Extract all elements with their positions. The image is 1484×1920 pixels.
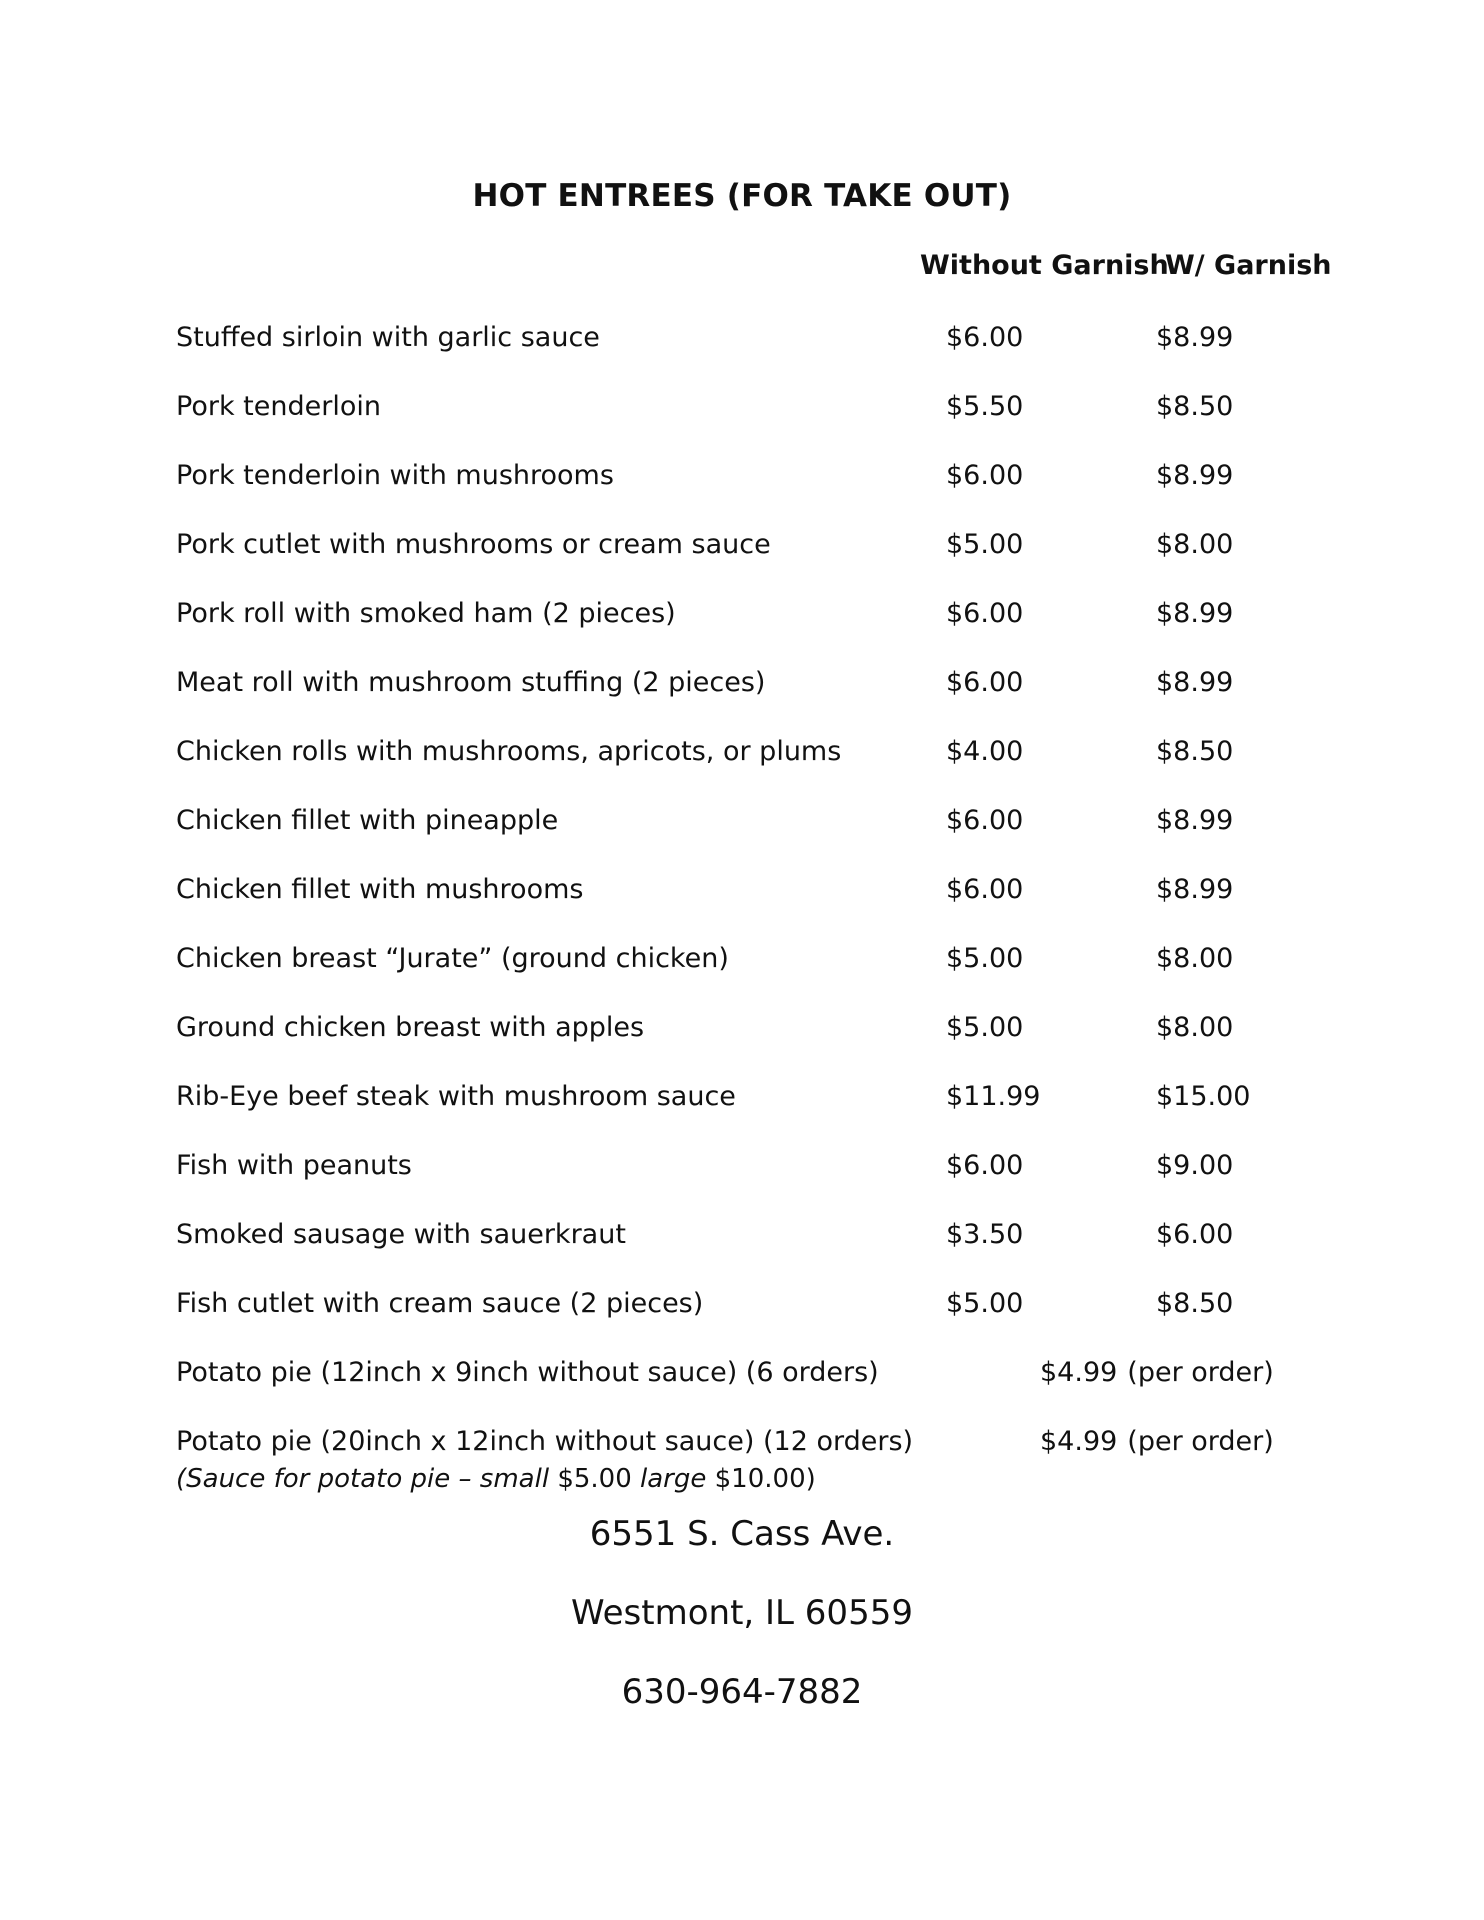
menu-item (176, 1215, 1316, 1284)
price-without-garnish: $5.00 (946, 529, 1024, 560)
item-name: Pork tenderloin (176, 391, 381, 422)
header-with-garnish: W/ Garnish (1165, 250, 1332, 281)
price-with-garnish: $8.00 (1156, 1012, 1234, 1043)
menu-item (176, 1077, 1316, 1146)
page-title: HOT ENTREES (FOR TAKE OUT) (472, 178, 1012, 214)
menu-item (176, 801, 1316, 870)
item-name: Pork roll with smoked ham (2 pieces) (176, 598, 676, 629)
pie-price-note: (per order) (1127, 1426, 1274, 1457)
menu-item (176, 663, 1316, 732)
price-with-garnish: $8.00 (1156, 943, 1234, 974)
price-without-garnish: $6.00 (946, 1150, 1024, 1181)
header-without-garnish: Without Garnish (920, 250, 1169, 281)
price-with-garnish: $8.99 (1156, 322, 1234, 353)
menu-item (176, 525, 1316, 594)
price-with-garnish: $8.50 (1156, 1288, 1234, 1319)
menu-item (176, 1284, 1316, 1353)
menu-item (176, 594, 1316, 663)
item-name: Meat roll with mushroom stuffing (2 pieces) (176, 667, 766, 698)
address-phone: 630-964-7882 (621, 1672, 863, 1712)
price-with-garnish: $15.00 (1156, 1081, 1251, 1112)
pie-price: $4.99 (1040, 1426, 1118, 1457)
pie-name: Potato pie (20inch x 12inch without sauce) (12 orders) (176, 1426, 914, 1457)
price-without-garnish: $5.00 (946, 1012, 1024, 1043)
menu-item (176, 387, 1316, 456)
price-without-garnish: $3.50 (946, 1219, 1024, 1250)
price-without-garnish: $11.99 (946, 1081, 1041, 1112)
price-without-garnish: $6.00 (946, 322, 1024, 353)
price-with-garnish: $8.99 (1156, 598, 1234, 629)
item-name: Chicken fillet with mushrooms (176, 874, 584, 905)
menu-item (176, 318, 1316, 387)
menu-item (176, 939, 1316, 1008)
menu-item (176, 1008, 1316, 1077)
pie-price-note: (per order) (1127, 1357, 1274, 1388)
price-with-garnish: $8.99 (1156, 874, 1234, 905)
address-city: Westmont, IL 60559 (571, 1593, 913, 1633)
item-name: Pork tenderloin with mushrooms (176, 460, 614, 491)
sauce-note (176, 1464, 816, 1494)
menu-item (176, 456, 1316, 525)
menu-item (176, 870, 1316, 939)
price-with-garnish: $8.50 (1156, 736, 1234, 767)
item-name: Fish cutlet with cream sauce (2 pieces) (176, 1288, 704, 1319)
price-with-garnish: $8.99 (1156, 805, 1234, 836)
price-without-garnish: $6.00 (946, 667, 1024, 698)
price-with-garnish: $8.99 (1156, 667, 1234, 698)
column-headers (0, 250, 1484, 290)
sauce-large-price: $10.00) (714, 1464, 816, 1494)
price-with-garnish: $8.00 (1156, 529, 1234, 560)
menu-item (176, 732, 1316, 801)
pie-price: $4.99 (1040, 1357, 1118, 1388)
price-without-garnish: $6.00 (946, 805, 1024, 836)
menu-list (176, 318, 1316, 1491)
pie-name: Potato pie (12inch x 9inch without sauce) (6 orders) (176, 1357, 879, 1388)
item-name: Chicken rolls with mushrooms, apricots, or plums (176, 736, 842, 767)
pie-price-group (1040, 1353, 1274, 1393)
pie-price-group (1040, 1422, 1274, 1462)
price-without-garnish: $6.00 (946, 874, 1024, 905)
price-without-garnish: $5.50 (946, 391, 1024, 422)
pie-item (176, 1353, 1316, 1422)
price-with-garnish: $8.50 (1156, 391, 1234, 422)
sauce-note-prefix: (Sauce for potato pie – small (176, 1464, 550, 1494)
price-with-garnish: $6.00 (1156, 1219, 1234, 1250)
item-name: Stuffed sirloin with garlic sauce (176, 322, 600, 353)
price-without-garnish: $4.00 (946, 736, 1024, 767)
menu-item (176, 1146, 1316, 1215)
item-name: Smoked sausage with sauerkraut (176, 1219, 626, 1250)
price-without-garnish: $5.00 (946, 943, 1024, 974)
item-name: Rib-Eye beef steak with mushroom sauce (176, 1081, 736, 1112)
address-street: 6551 S. Cass Ave. (589, 1514, 895, 1554)
sauce-large-label: large (640, 1464, 707, 1494)
price-without-garnish: $6.00 (946, 460, 1024, 491)
item-name: Ground chicken breast with apples (176, 1012, 645, 1043)
item-name: Fish with peanuts (176, 1150, 412, 1181)
item-name: Chicken breast “Jurate” (ground chicken) (176, 943, 729, 974)
price-with-garnish: $9.00 (1156, 1150, 1234, 1181)
price-without-garnish: $5.00 (946, 1288, 1024, 1319)
item-name: Pork cutlet with mushrooms or cream sauce (176, 529, 771, 560)
price-with-garnish: $8.99 (1156, 460, 1234, 491)
price-without-garnish: $6.00 (946, 598, 1024, 629)
item-name: Chicken fillet with pineapple (176, 805, 559, 836)
sauce-small-price: $5.00 (557, 1464, 632, 1494)
